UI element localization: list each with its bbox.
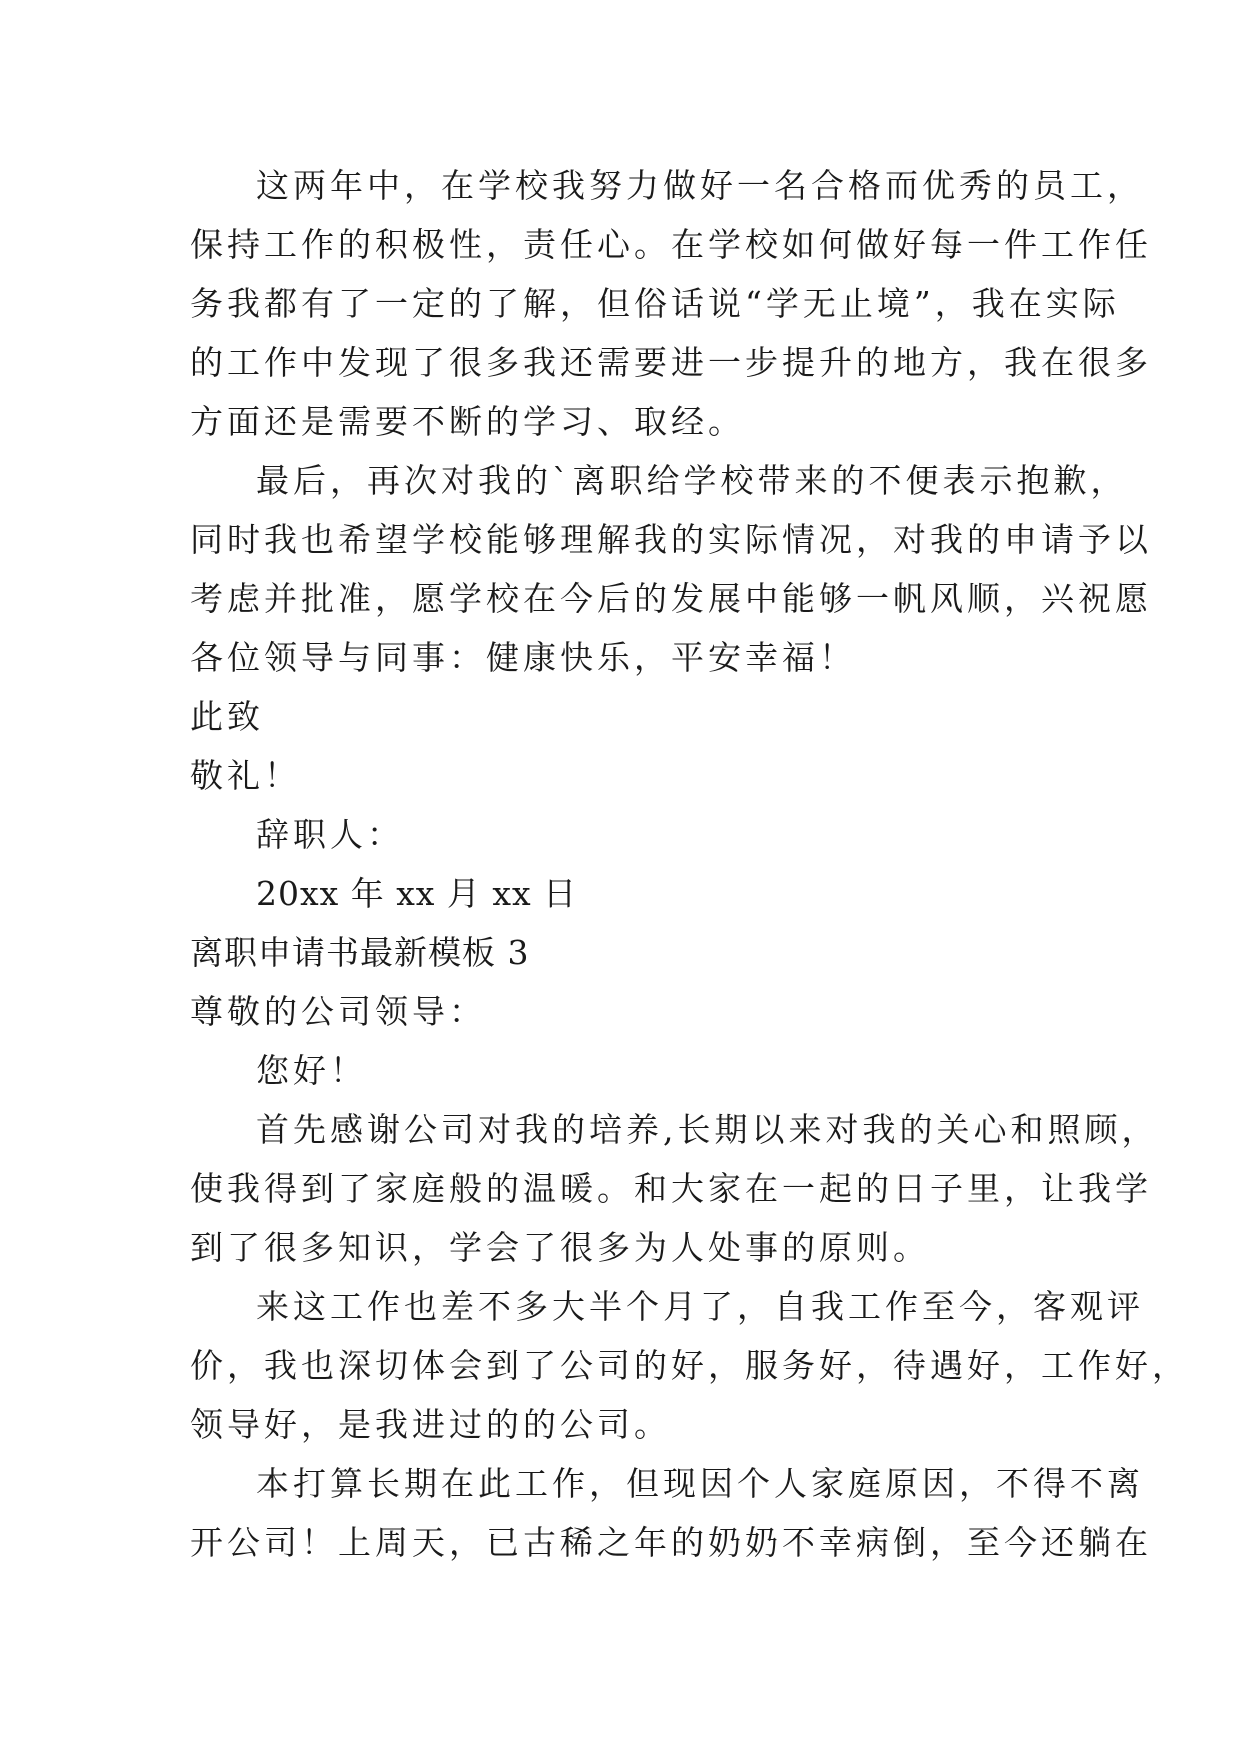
paragraph-line: 到了很多知识，学会了很多为人处事的原则。 [190, 1228, 930, 1267]
section-title: 离职申请书最新模板 3 [190, 933, 530, 972]
closing-salute: 敬礼！ [190, 756, 301, 795]
salutation: 尊敬的公司领导： [190, 992, 486, 1031]
paragraph-line: 最后，再次对我的`离职给学校带来的不便表示抱歉， [256, 461, 1128, 500]
paragraph-line: 价，我也深切体会到了公司的好，服务好，待遇好，工作好， [190, 1346, 1189, 1385]
greeting: 您好！ [256, 1051, 367, 1090]
paragraph-line: 本打算长期在此工作，但现因个人家庭原因，不得不离 [256, 1464, 1144, 1503]
paragraph-line: 的工作中发现了很多我还需要进一步提升的地方，我在很多 [190, 343, 1152, 382]
paragraph-line: 方面还是需要不断的学习、取经。 [190, 402, 745, 441]
paragraph-line: 同时我也希望学校能够理解我的实际情况，对我的申请予以 [190, 520, 1152, 559]
paragraph-line: 务我都有了一定的了解，但俗话说“学无止境”，我在实际 [190, 284, 1120, 323]
paragraph-line: 领导好，是我进过的的公司。 [190, 1405, 671, 1444]
signature-date: 20xx 年 xx 月 xx 日 [256, 874, 578, 913]
paragraph-line: 开公司！上周天，已古稀之年的奶奶不幸病倒，至今还躺在 [190, 1523, 1152, 1562]
paragraph-line: 考虑并批准，愿学校在今后的发展中能够一帆风顺，兴祝愿 [190, 579, 1152, 618]
paragraph-line: 使我得到了家庭般的温暖。和大家在一起的日子里，让我学 [190, 1169, 1152, 1208]
paragraph-line: 来这工作也差不多大半个月了，自我工作至今，客观评 [256, 1287, 1144, 1326]
paragraph-line: 首先感谢公司对我的培养,长期以来对我的关心和照顾， [256, 1110, 1159, 1149]
signature-label: 辞职人： [256, 815, 404, 854]
paragraph-line: 保持工作的积极性，责任心。在学校如何做好每一件工作任 [190, 225, 1152, 264]
paragraph-line: 这两年中，在学校我努力做好一名合格而优秀的员工， [256, 166, 1144, 205]
paragraph-line: 各位领导与同事：健康快乐，平安幸福！ [190, 638, 856, 677]
closing-line: 此致 [190, 697, 264, 736]
